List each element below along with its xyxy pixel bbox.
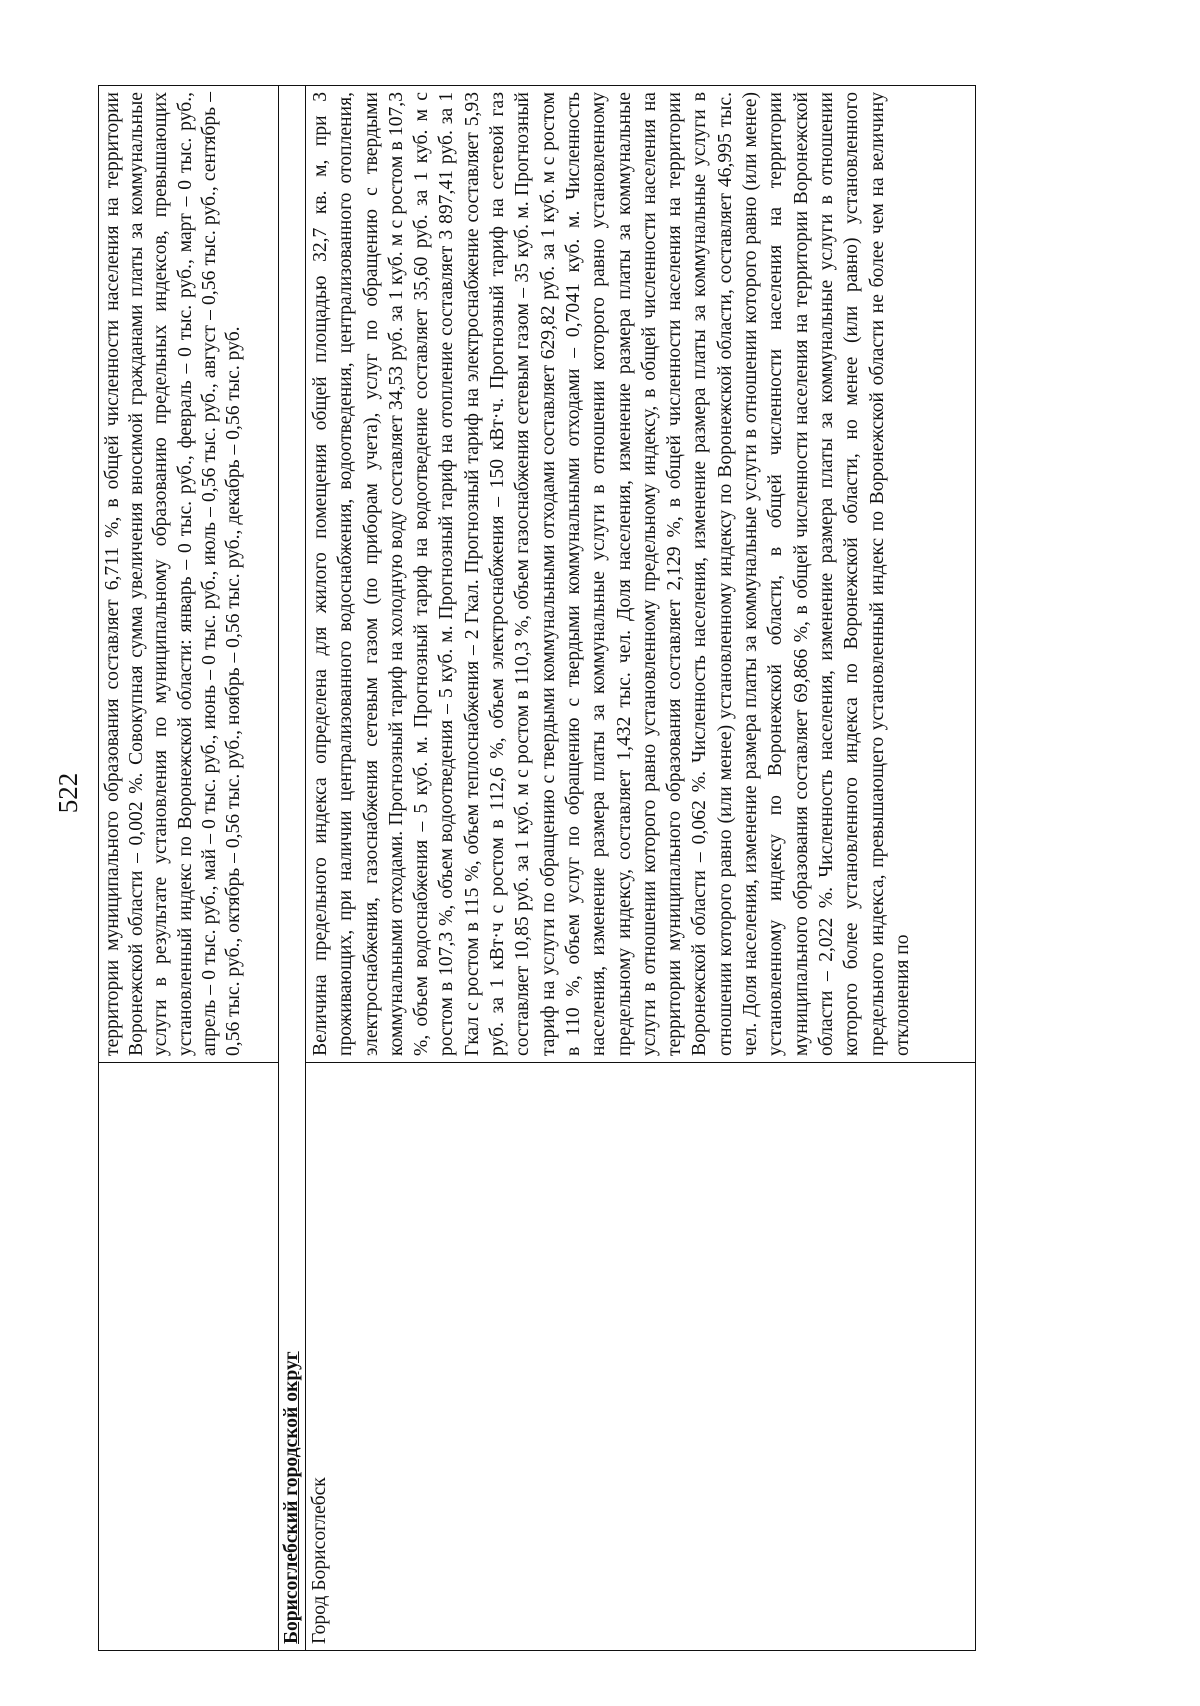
rotated-table-page xyxy=(98,85,976,1651)
empty-name-cell xyxy=(99,1063,279,1651)
city-text-cell: Величина предельного индекса определена для жилого помещения общей площадью 32,7 кв. м, при 3 проживающих, при наличии централизованного водоснабжения, водоотведения, централизованного отопления, электроснабжения, газоснабжения сетевым газом (по приборам учета), услуг по обращению с твердыми коммунальными отходами. Прогнозный тариф на холодную воду составляет 34,53 руб. за 1 куб. м с ростом в 107,3 %, объем водоснабжения – 5 куб. м. Прогнозный тариф на водоотведение составляет 35,60 руб. за 1 куб. м с ростом в 107,3 %, объем водоотведения – 5 куб. м. Прогнозный тариф на отопление составляет 3 897,41 руб. за 1 Гкал с ростом в 115 %, объем теплоснабжения – 2 Гкал. Прогнозный тариф на электроснабжение составляет 5,93 руб. за 1 кВт·ч с ростом в 112,6 %, объем электроснабжения – 150 кВт·ч. Прогнозный тариф на сетевой газ составляет 10,85 руб. за 1 куб. м с ростом в 110,3 %, объем газоснабжения сетевым газом – 35 куб. м. Прогнозный тариф на услуги по обращению с твердыми коммунальными отходами составляет 629,82 руб. за 1 куб. м с ростом в 110 %, объем услуг по обращению с твердыми коммунальными отходами – 0,7041 куб. м. Численность населения, изменение размера платы за коммунальные услуги в отношении которого равно установленному предельному индексу, составляет 1,432 тыс. чел. Доля населения, изменение размера платы за коммунальные услуги в отношении которого равно установленному предельному индексу, в общей численности населения на территории муниципального образования составляет 2,129 %, в общей численности населения на территории Воронежской области – 0,062 %. Численность населения, изменение размера платы за коммунальные услуги в отношении которого равно (или менее) установленному индексу по Воронежской области, составляет 46,995 тыс. чел. Доля населения, изменение размера платы за коммунальные услуги в отношении которого равно (или менее) установленному индексу по Воронежской области, в общей численности населения на территории муниципального образования составляет 69,866 %, в общей численности населения на территории Воронежской области – 2,022 %. Численность населения, изменение размера платы за коммунальные услуги в отношении которого более установленного индекса по Воронежской области, но менее (или равно) установленного предельного индекса, превышающего установленный индекс по Воронежской области не более чем на величину отклонения по xyxy=(306,86,976,1063)
data-table xyxy=(98,85,976,1651)
continuation-text-cell: территории муниципального образования составляет 6,711 %, в общей численности населения на территории Воронежской области – 0,002 %. Совокупная сумма увеличения вносимой гражданами платы за коммунальные услуги в результате установления по муниципальному образованию предельных индексов, превышающих установленный индекс по Воронежской области: январь – 0 тыс. руб., февраль – 0 тыс. руб., март – 0 тыс. руб., апрель – 0 тыс. руб., май – 0 тыс. руб., июнь – 0 тыс. руб., июль – 0,56 тыс. руб., август – 0,56 тыс. руб., сентябрь – 0,56 тыс. руб., октябрь – 0,56 тыс. руб., ноябрь – 0,56 тыс. руб., декабрь – 0,56 тыс. руб. xyxy=(99,86,279,1063)
section-header: Борисоглебский городской округ xyxy=(279,86,306,1651)
page-number: 522 xyxy=(53,772,83,814)
table-row-continuation xyxy=(99,86,279,1651)
city-name-cell: Город Борисоглебск xyxy=(306,1063,976,1651)
table-row-section-header xyxy=(279,86,306,1651)
table-row-city xyxy=(306,86,976,1651)
